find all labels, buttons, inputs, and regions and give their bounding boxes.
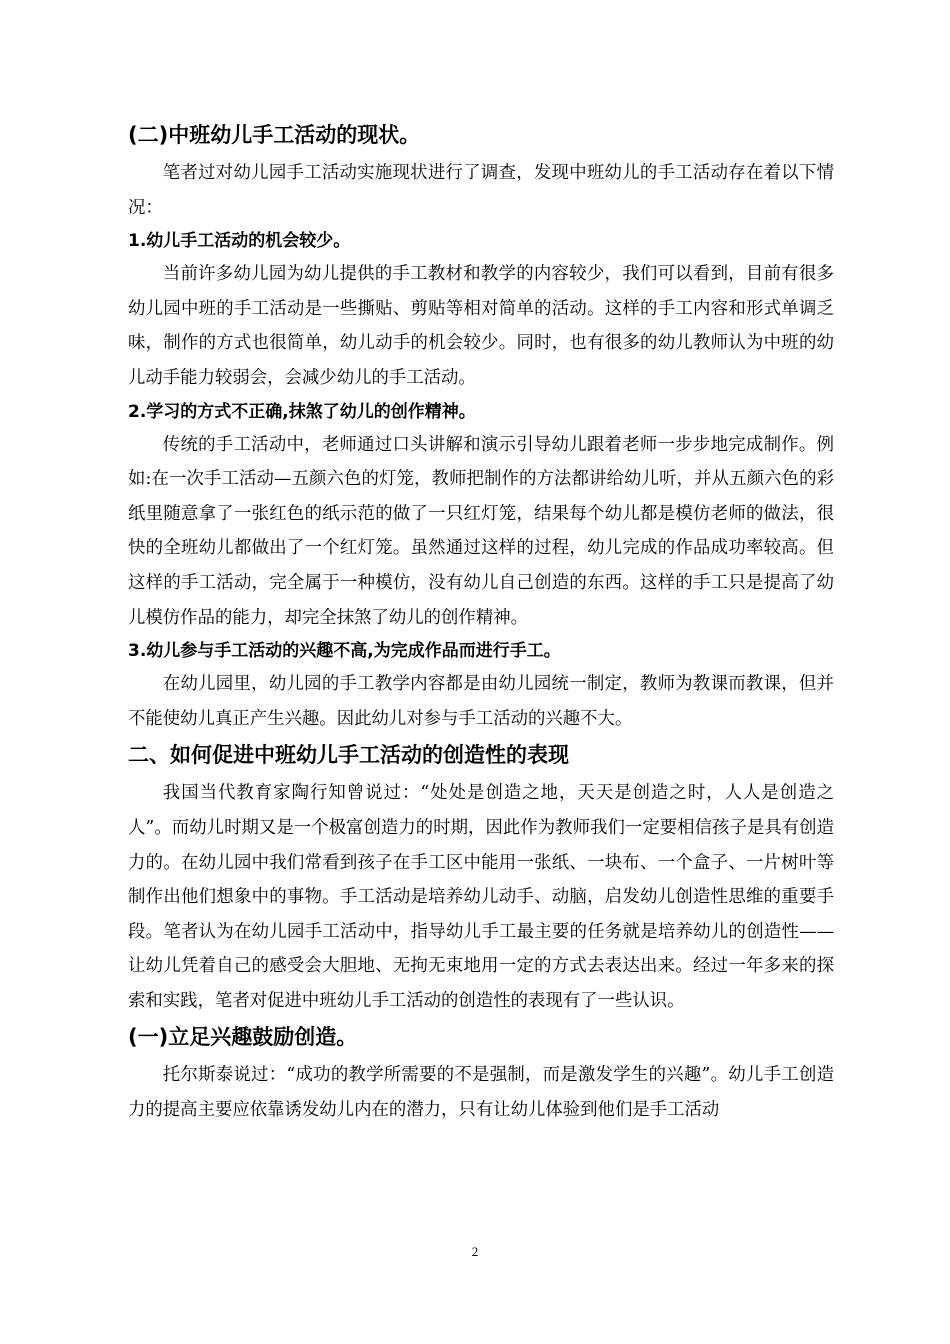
paragraph-intro: 笔者过对幼儿园手工活动实施现状进行了调查，发现中班幼儿的手工活动存在着以下情况：	[128, 163, 834, 218]
section-2-paragraph: 我国当代教育家陶行知曾说过：“处处是创造之地，天天是创造之时，人人是创造之人”。而幼儿时期又是一个极富创造力的时期，因此作为教师我们一定要相信孩子是具有创造力的。在幼儿园中我们常看到孩子在手工区中能用一张纸、一块布、一个盒子、一片树叶等制作出他们想象中的事物。手工活动是培养幼儿动手、动脑，启发幼儿创造性思维的重要手段。笔者认为在幼儿园手工活动中，指导幼儿手工最主要的任务就是培养幼儿的创造性——让幼儿凭着自己的感受会大胆地、无拘无束地用一定的方式去表达出来。经过一年多来的探索和实践，笔者对促进中班幼儿手工活动的创造性的表现有了一些认识。	[128, 783, 834, 1011]
item-heading-3: 3.幼儿参与手工活动的兴趣不高,为完成作品而进行手工。	[128, 641, 561, 662]
item-heading-2: 2.学习的方式不正确,抹煞了幼儿的创作精神。	[128, 401, 476, 422]
page-number: 2	[471, 1244, 479, 1259]
item-heading-1: 1.幼儿手工活动的机会较少。	[128, 231, 351, 252]
item-paragraph-1: 当前许多幼儿园为幼儿提供的手工教材和教学的内容较少，我们可以看到，目前有很多幼儿园中班的手工活动是一些撕贴、剪贴等相对简单的活动。这样的手工内容和形式单调乏味，制作的方式也很简单，幼儿动手的机会较少。同时，也有很多的幼儿教师认为中班的幼儿动手能力较弱会，会减少幼儿的手工活动。	[128, 264, 834, 388]
subsection-interest-paragraph: 托尔斯泰说过：“成功的教学所需要的不是强制，而是激发学生的兴趣”。幼儿手工创造力的提高主要应依靠诱发幼儿内在的潜力，只有让幼儿体验到他们是手工活动	[128, 1065, 834, 1121]
item-paragraph-2: 传统的手工活动中，老师通过口头讲解和演示引导幼儿跟着老师一步步地完成制作。例如:在一次手工活动—五颜六色的灯笼，教师把制作的方法都讲给幼儿听，并从五颜六色的彩纸里随意拿了一张红色的纸示范的做了一只红灯笼，结果每个幼儿都是模仿老师的做法，很快的全班幼儿都做出了一个红灯笼。虽然通过这样的过程，幼儿完成的作品成功率较高。但这样的手工活动，完全属于一种模仿，没有幼儿自己创造的东西。这样的手工只是提高了幼儿模仿作品的能力，却完全抹煞了幼儿的创作精神。	[128, 434, 834, 628]
subsection-heading-current-status: (二)中班幼儿手工活动的现状。	[128, 123, 421, 147]
document-body	[128, 116, 834, 1128]
item-paragraph-3: 在幼儿园里，幼儿园的手工教学内容都是由幼儿园统一制定，教师为教课而教课，但并不能使幼儿真正产生兴趣。因此幼儿对参与手工活动的兴趣不大。	[128, 674, 834, 729]
section-heading-2: 二、如何促进中班幼儿手工活动的创造性的表现	[128, 743, 569, 768]
subsection-heading-interest: (一)立足兴趣鼓励创造。	[128, 1025, 358, 1050]
